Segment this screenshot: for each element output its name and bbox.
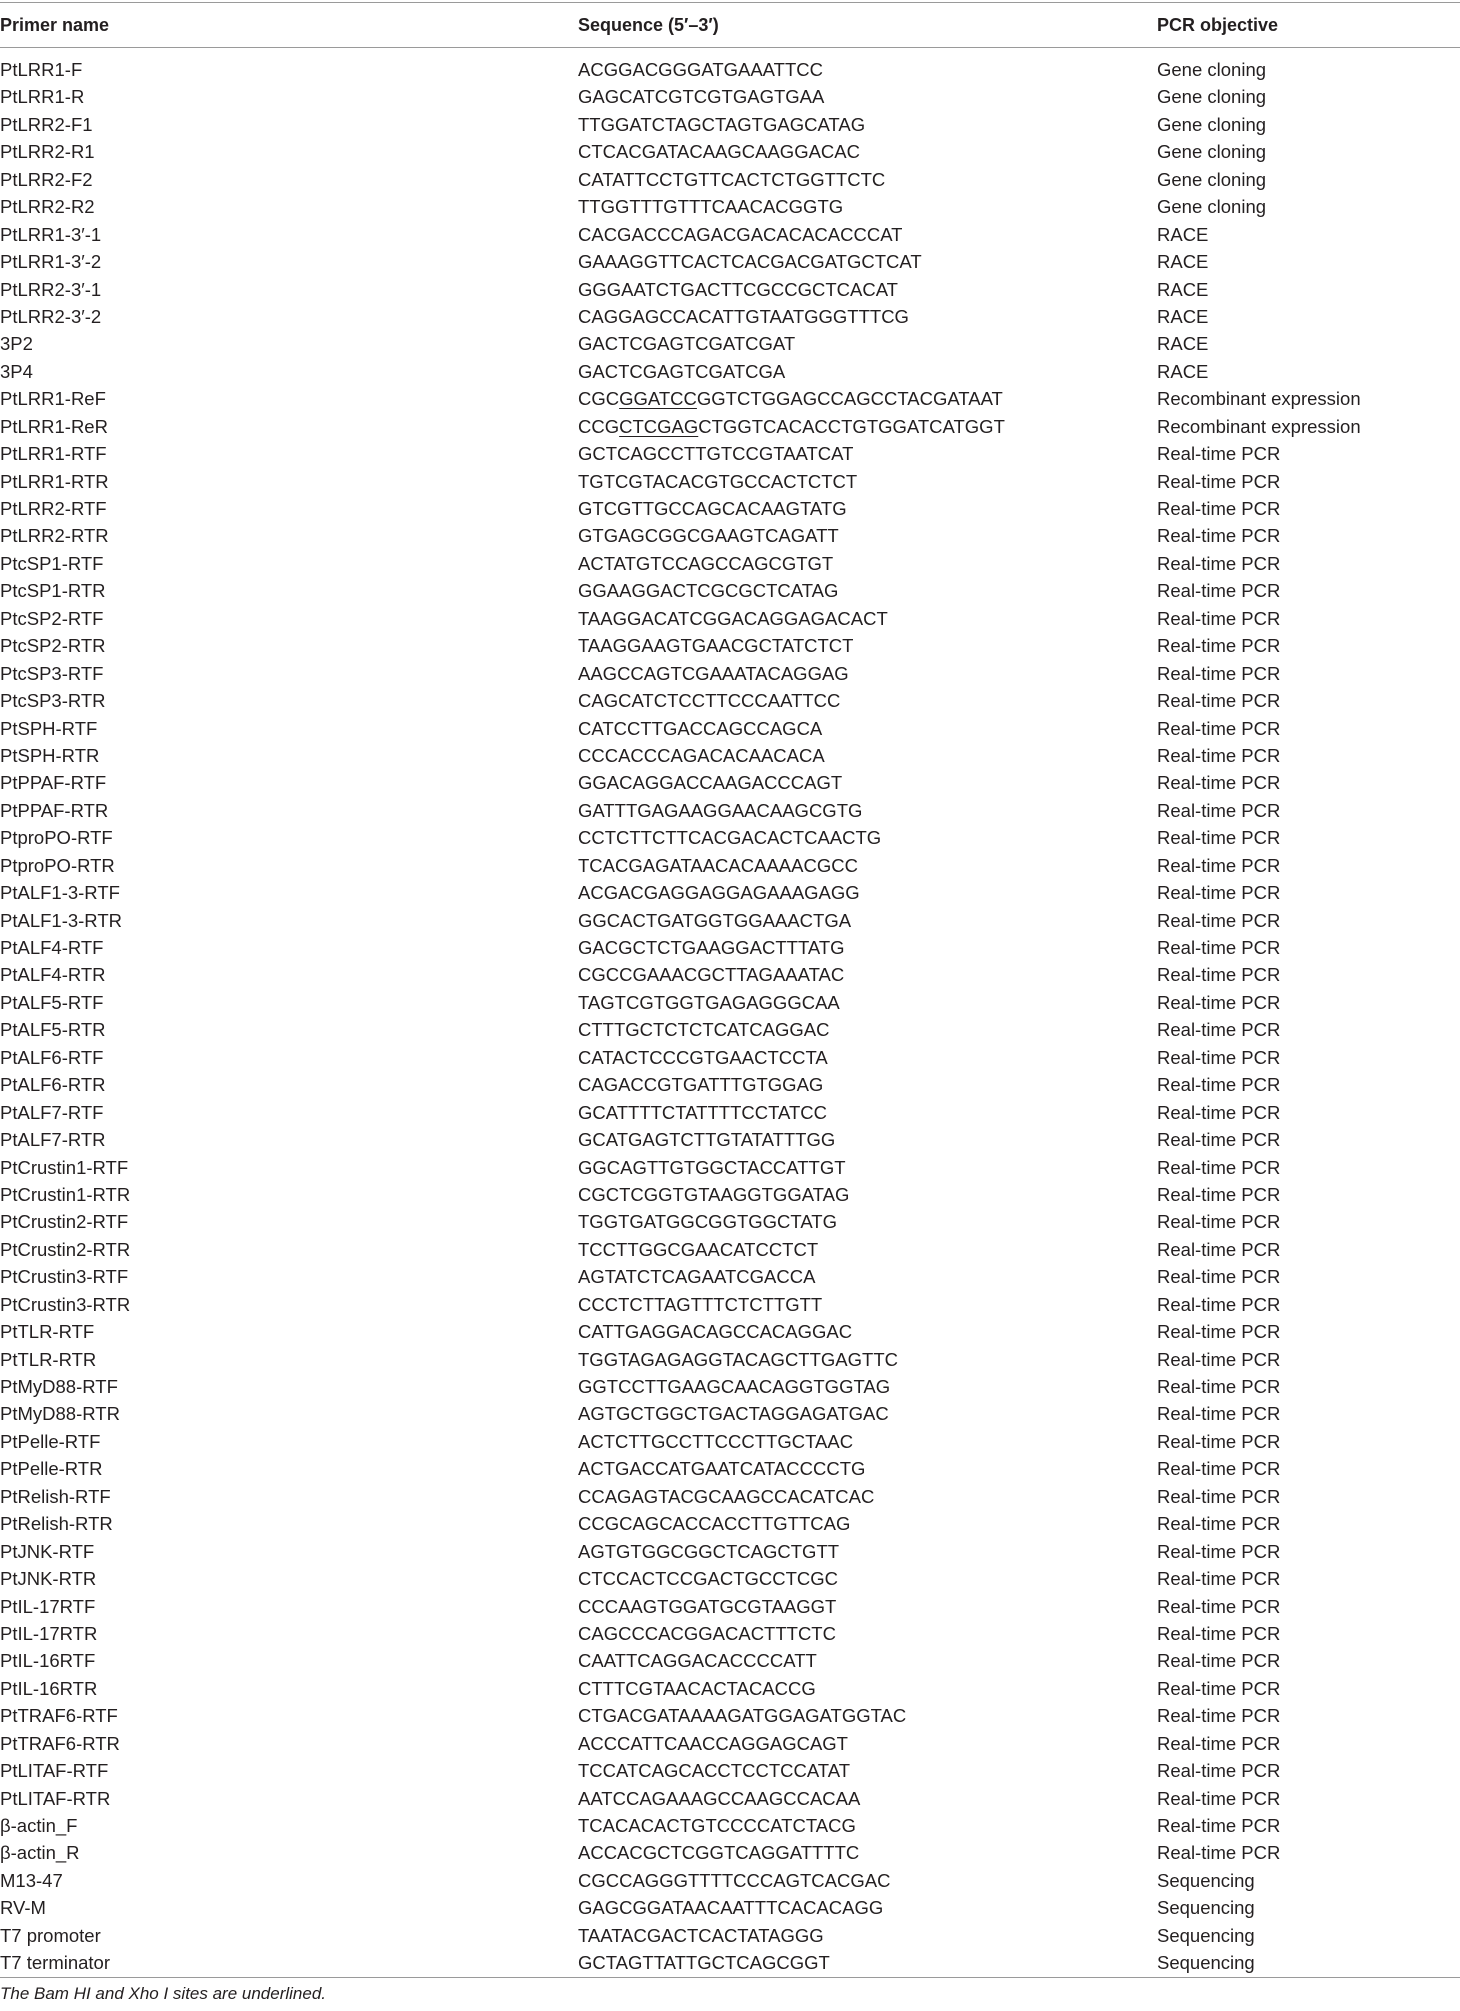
primer-name-cell: PtMyD88-RTF	[0, 1376, 118, 1397]
primer-name-cell: PtCrustin2-RTR	[0, 1238, 131, 1260]
sequence-cell: CAGGAGCCACATTGTAATGGGTTTCG	[578, 305, 909, 327]
table-row	[0, 56, 1460, 83]
primer-name-cell: PtALF6-RTF	[0, 1046, 104, 1068]
sequence-cell: GACTCGAGTCGATCGAT	[578, 333, 796, 355]
pcr-objective-cell: Real-time PCR	[1157, 717, 1281, 739]
pcr-objective-cell: Real-time PCR	[1157, 1622, 1281, 1644]
table-row	[0, 852, 1460, 879]
table-row	[0, 1620, 1460, 1647]
pcr-objective-cell: RACE	[1157, 251, 1209, 273]
primer-name-cell: PtALF1-3-RTR	[0, 909, 122, 931]
table-row	[0, 1071, 1460, 1098]
primer-name-cell: PtRelish-RTF	[0, 1485, 111, 1507]
primer-name-cell: PtproPO-RTF	[0, 827, 113, 849]
table-row	[0, 605, 1460, 632]
primer-name-cell: PtALF7-RTF	[0, 1101, 104, 1123]
primer-name-cell: PtLRR2-3′-1	[0, 278, 102, 300]
sequence-cell: CATCCTTGACCAGCCAGCA	[578, 717, 823, 739]
primer-name-cell: PtIL-16RTF	[0, 1650, 96, 1672]
primer-name-cell: PtRelish-RTR	[0, 1513, 113, 1535]
pcr-objective-cell: Real-time PCR	[1157, 964, 1281, 986]
sequence-cell: CCCTCTTAGTTTCTCTTGTT	[578, 1293, 823, 1315]
primer-name-cell: PtcSP3-RTR	[0, 690, 106, 712]
sequence-cell: CGCCAGGGTTTTCCCAGTCACGAC	[578, 1869, 891, 1891]
sequence-cell: CTTTGCTCTCTCATCAGGAC	[578, 1019, 830, 1041]
pcr-objective-cell: Real-time PCR	[1157, 1458, 1281, 1480]
sequence-cell: GCTAGTTATTGCTCAGCGGT	[578, 1952, 830, 1974]
pcr-objective-cell: Gene cloning	[1157, 86, 1267, 108]
table-row	[0, 276, 1460, 303]
sequence-cell: CATACTCCCGTGAACTCCTA	[578, 1046, 828, 1068]
sequence-cell: GCATTTTCTATTTTCCTATCC	[578, 1101, 828, 1123]
table-row	[0, 797, 1460, 824]
primer-name-cell: PtLRR2-R2	[0, 196, 95, 218]
pcr-objective-cell: Real-time PCR	[1157, 1211, 1281, 1233]
pcr-objective-cell: Recombinant expression	[1157, 415, 1361, 437]
pcr-objective-cell: RACE	[1157, 223, 1209, 245]
sequence-cell: ACCCATTCAACCAGGAGCAGT	[578, 1732, 848, 1754]
pcr-objective-cell: Real-time PCR	[1157, 827, 1281, 849]
table-row	[0, 1812, 1460, 1839]
table-row	[0, 824, 1460, 851]
pcr-objective-cell: RACE	[1157, 305, 1209, 327]
sequence-cell: GCATGAGTCTTGTATATTTGG	[578, 1129, 836, 1151]
primer-name-cell: PtLRR1-ReF	[0, 388, 106, 410]
table-row	[0, 1785, 1460, 1812]
pcr-objective-cell: Real-time PCR	[1157, 909, 1281, 931]
sequence-cell: ACTGACCATGAATCATACCCCTG	[578, 1458, 866, 1480]
table-row	[0, 1839, 1460, 1866]
sequence-cell: ACCACGCTCGGTCAGGATTTTC	[578, 1842, 860, 1864]
pcr-objective-cell: Sequencing	[1157, 1952, 1255, 1974]
primer-name-cell: PtIL-17RTR	[0, 1622, 98, 1644]
sequence-cell: CGCGGATCCGGTCTGGAGCCAGCCTACGATAAT	[578, 388, 1003, 410]
pcr-objective-cell: Recombinant expression	[1157, 388, 1361, 410]
header-pcr-objective: PCR objective	[1157, 14, 1279, 35]
pcr-objective-cell: Real-time PCR	[1157, 1485, 1281, 1507]
pcr-objective-cell: Gene cloning	[1157, 141, 1267, 163]
primer-name-cell: β-actin_F	[0, 1815, 78, 1836]
restriction-site: CTCGAG	[619, 415, 699, 437]
table-row	[0, 1922, 1460, 1949]
sequence-cell: CATTGAGGACAGCCACAGGAC	[578, 1321, 853, 1343]
sequence-cell: CCAGAGTACGCAAGCCACATCAC	[578, 1485, 875, 1507]
primer-name-cell: PtTRAF6-RTR	[0, 1732, 120, 1754]
pcr-objective-cell: Real-time PCR	[1157, 443, 1281, 465]
table-row	[0, 1400, 1460, 1427]
pcr-objective-cell: Real-time PCR	[1157, 1430, 1281, 1452]
table-row	[0, 907, 1460, 934]
sequence-cell: GGGAATCTGACTTCGCCGCTCACAT	[578, 278, 898, 300]
table-row	[0, 358, 1460, 385]
table-row	[0, 1291, 1460, 1318]
pcr-objective-cell: Real-time PCR	[1157, 937, 1281, 958]
table-row	[0, 1373, 1460, 1400]
primer-name-cell: PtTLR-RTR	[0, 1348, 97, 1370]
sequence-cell: AGTGCTGGCTGACTAGGAGATGAC	[578, 1403, 889, 1425]
primer-name-cell: PtJNK-RTR	[0, 1568, 97, 1590]
sequence-cell: CTTTCGTAACACTACACCG	[578, 1677, 816, 1699]
pcr-objective-cell: Gene cloning	[1157, 168, 1267, 190]
pcr-objective-cell: Real-time PCR	[1157, 1650, 1281, 1672]
pcr-objective-cell: Real-time PCR	[1157, 1238, 1281, 1260]
primer-name-cell: 3P2	[0, 333, 33, 355]
pcr-objective-cell: Real-time PCR	[1157, 1046, 1281, 1068]
pcr-objective-cell: Real-time PCR	[1157, 552, 1281, 574]
sequence-cell: GATTTGAGAAGGAACAAGCGTG	[578, 799, 863, 821]
sequence-cell: CAATTCAGGACACCCCATT	[578, 1650, 817, 1672]
pcr-objective-cell: Real-time PCR	[1157, 1760, 1281, 1782]
primer-name-cell: PtcSP2-RTR	[0, 635, 106, 657]
pcr-objective-cell: Real-time PCR	[1157, 1513, 1281, 1535]
pcr-objective-cell: Gene cloning	[1157, 59, 1267, 80]
pcr-objective-cell: Real-time PCR	[1157, 1403, 1281, 1425]
pcr-objective-cell: Real-time PCR	[1157, 1074, 1281, 1096]
table-row	[0, 83, 1460, 110]
pcr-objective-cell: Real-time PCR	[1157, 1293, 1281, 1315]
sequence-cell: CAGCCCACGGACACTTTCTC	[578, 1622, 836, 1644]
primer-name-cell: PtSPH-RTF	[0, 717, 98, 739]
sequence-cell: TCCATCAGCACCTCCTCCATAT	[578, 1760, 850, 1782]
pcr-objective-cell: Real-time PCR	[1157, 1677, 1281, 1699]
table-row	[0, 303, 1460, 330]
sequence-cell: GAGCATCGTCGTGAGTGAA	[578, 86, 825, 108]
pcr-objective-cell: Real-time PCR	[1157, 662, 1281, 684]
table-row	[0, 550, 1460, 577]
sequence-cell: AAGCCAGTCGAAATACAGGAG	[578, 662, 849, 684]
sequence-cell: CATATTCCTGTTCACTCTGGTTCTC	[578, 168, 886, 190]
table-row	[0, 989, 1460, 1016]
primer-name-cell: PtJNK-RTF	[0, 1540, 95, 1562]
table-row	[0, 1510, 1460, 1537]
primer-name-cell: PtLRR1-3′-1	[0, 223, 102, 245]
pcr-objective-cell: Real-time PCR	[1157, 1348, 1281, 1370]
primer-name-cell: PtLRR2-RTR	[0, 525, 109, 547]
pcr-objective-cell: RACE	[1157, 333, 1209, 355]
primer-name-cell: β-actin_R	[0, 1842, 80, 1864]
table-row	[0, 1949, 1460, 1976]
pcr-objective-cell: Real-time PCR	[1157, 1101, 1281, 1123]
primer-name-cell: RV-M	[0, 1897, 46, 1919]
primer-name-cell: PtLRR1-F	[0, 59, 83, 80]
primer-name-cell: T7 promoter	[0, 1924, 101, 1946]
pcr-objective-cell: Real-time PCR	[1157, 1568, 1281, 1590]
primer-name-cell: PtLRR2-3′-2	[0, 305, 102, 327]
table-row	[0, 440, 1460, 467]
pcr-objective-cell: Sequencing	[1157, 1897, 1255, 1919]
sequence-cell: TGTCGTACACGTGCCACTCTCT	[578, 470, 858, 492]
table-row	[0, 1894, 1460, 1921]
pcr-objective-cell: Real-time PCR	[1157, 635, 1281, 657]
header-primer-name: Primer name	[0, 14, 110, 35]
primer-name-cell: PtLITAF-RTF	[0, 1760, 109, 1782]
table-body	[0, 48, 1460, 1977]
primer-name-cell: PtALF1-3-RTF	[0, 882, 120, 904]
pcr-objective-cell: Real-time PCR	[1157, 1019, 1281, 1041]
sequence-cell: AGTGTGGCGGCTCAGCTGTT	[578, 1540, 840, 1562]
sequence-cell: TTGGTTTGTTTCAACACGGTG	[578, 196, 844, 218]
table-row	[0, 248, 1460, 275]
table-row	[0, 1565, 1460, 1592]
sequence-cell: TAAGGACATCGGACAGGAGACACT	[578, 607, 888, 629]
sequence-cell: CTCCACTCCGACTGCCTCGC	[578, 1568, 839, 1590]
primer-name-cell: PtCrustin1-RTF	[0, 1156, 129, 1178]
primer-name-cell: PtLRR2-R1	[0, 141, 95, 163]
sequence-cell: ACGGACGGGATGAAATTCC	[578, 59, 823, 80]
primer-name-cell: PtMyD88-RTR	[0, 1403, 120, 1425]
header-sequence: Sequence (5′–3′)	[578, 14, 719, 35]
primer-name-cell: PtcSP3-RTF	[0, 662, 104, 684]
table-footnote: The Bam HI and Xho I sites are underlined.	[0, 1983, 327, 2003]
table-row	[0, 166, 1460, 193]
primer-name-cell: PtIL-17RTF	[0, 1595, 96, 1617]
primer-name-cell: PtproPO-RTR	[0, 854, 115, 876]
pcr-objective-cell: Real-time PCR	[1157, 1321, 1281, 1343]
table-row	[0, 1016, 1460, 1043]
table-row	[0, 715, 1460, 742]
sequence-cell: GGTCCTTGAAGCAACAGGTGGTAG	[578, 1376, 891, 1397]
pcr-objective-cell: Gene cloning	[1157, 196, 1267, 218]
table-row	[0, 1318, 1460, 1345]
table-row	[0, 1757, 1460, 1784]
table-row	[0, 385, 1460, 412]
table-row	[0, 1263, 1460, 1290]
primer-name-cell: PtcSP1-RTF	[0, 552, 104, 574]
pcr-objective-cell: Real-time PCR	[1157, 470, 1281, 492]
sequence-cell: GTCGTTGCCAGCACAAGTATG	[578, 498, 847, 519]
table-row	[0, 1538, 1460, 1565]
table-row	[0, 1455, 1460, 1482]
table-row	[0, 742, 1460, 769]
pcr-objective-cell: RACE	[1157, 360, 1209, 382]
table-row	[0, 1346, 1460, 1373]
sequence-cell: CCTCTTCTTCACGACACTCAACTG	[578, 827, 882, 849]
table-row	[0, 1647, 1460, 1674]
table-row	[0, 1702, 1460, 1729]
table-row	[0, 1867, 1460, 1894]
sequence-cell: GGAAGGACTCGCGCTCATAG	[578, 580, 839, 602]
sequence-cell: CAGACCGTGATTTGTGGAG	[578, 1074, 824, 1096]
pcr-objective-cell: Real-time PCR	[1157, 1815, 1281, 1836]
pcr-objective-cell: Real-time PCR	[1157, 1842, 1281, 1864]
primer-name-cell: PtIL-16RTR	[0, 1677, 98, 1699]
primer-name-cell: PtLRR1-RTR	[0, 470, 109, 492]
pcr-objective-cell: Real-time PCR	[1157, 1732, 1281, 1754]
sequence-cell: CGCCGAAACGCTTAGAAATAC	[578, 964, 845, 986]
sequence-cell: GCTCAGCCTTGTCCGTAATCAT	[578, 443, 854, 465]
table-row	[0, 879, 1460, 906]
pcr-objective-cell: Real-time PCR	[1157, 1266, 1281, 1288]
primer-name-cell: M13-47	[0, 1869, 63, 1891]
sequence-cell: AGTATCTCAGAATCGACCA	[578, 1266, 816, 1288]
table-row	[0, 1044, 1460, 1071]
primer-name-cell: PtLRR1-RTF	[0, 443, 107, 465]
primer-name-cell: PtcSP1-RTR	[0, 580, 106, 602]
primer-name-cell: PtTLR-RTF	[0, 1321, 95, 1343]
sequence-cell: ACTCTTGCCTTCCCTTGCTAAC	[578, 1430, 854, 1452]
restriction-site: GGATCC	[619, 388, 697, 410]
sequence-cell: CCCAAGTGGATGCGTAAGGT	[578, 1595, 837, 1617]
table-row	[0, 1593, 1460, 1620]
primer-name-cell: PtALF6-RTR	[0, 1074, 106, 1096]
primer-name-cell: PtPelle-RTR	[0, 1458, 103, 1480]
primer-name-cell: PtALF5-RTR	[0, 1019, 106, 1041]
primer-name-cell: 3P4	[0, 360, 33, 382]
pcr-objective-cell: Gene cloning	[1157, 113, 1267, 135]
primer-name-cell: PtLRR2-F2	[0, 168, 93, 190]
pcr-objective-cell: Real-time PCR	[1157, 882, 1281, 904]
sequence-cell: TTGGATCTAGCTAGTGAGCATAG	[578, 113, 866, 135]
pcr-objective-cell: Real-time PCR	[1157, 525, 1281, 547]
primer-name-cell: PtCrustin1-RTR	[0, 1183, 131, 1205]
table-row	[0, 413, 1460, 440]
sequence-cell: CGCTCGGTGTAAGGTGGATAG	[578, 1183, 850, 1205]
table-row	[0, 961, 1460, 988]
sequence-cell: TGGTAGAGAGGTACAGCTTGAGTTC	[578, 1348, 898, 1370]
table-row	[0, 1730, 1460, 1757]
sequence-cell: GGCACTGATGGTGGAAACTGA	[578, 909, 852, 931]
pcr-objective-cell: Real-time PCR	[1157, 854, 1281, 876]
table-row	[0, 111, 1460, 138]
sequence-cell: AATCCAGAAAGCCAAGCCACAA	[578, 1787, 861, 1809]
table-row	[0, 1099, 1460, 1126]
table-row	[0, 934, 1460, 961]
table-row	[0, 522, 1460, 549]
primer-name-cell: PtLRR2-RTF	[0, 498, 107, 519]
primer-name-cell: PtALF7-RTR	[0, 1129, 106, 1151]
pcr-objective-cell: Real-time PCR	[1157, 799, 1281, 821]
pcr-objective-cell: Real-time PCR	[1157, 1156, 1281, 1178]
sequence-cell: TGGTGATGGCGGTGGCTATG	[578, 1211, 837, 1233]
table-row	[0, 1181, 1460, 1208]
sequence-cell: CTCACGATACAAGCAAGGACAC	[578, 141, 860, 163]
pcr-objective-cell: Real-time PCR	[1157, 1183, 1281, 1205]
sequence-cell: CCCACCCAGACACAACACA	[578, 744, 825, 766]
table-row	[0, 1154, 1460, 1181]
sequence-cell: CTGACGATAAAAGATGGAGATGGTAC	[578, 1705, 907, 1727]
primer-name-cell: PtTRAF6-RTF	[0, 1705, 118, 1727]
pcr-objective-cell: RACE	[1157, 278, 1209, 300]
primer-name-cell: PtLITAF-RTR	[0, 1787, 111, 1809]
primer-name-cell: PtLRR2-F1	[0, 113, 93, 135]
sequence-cell: TAATACGACTCACTATAGGG	[578, 1924, 824, 1946]
primer-name-cell: PtSPH-RTR	[0, 744, 100, 766]
pcr-objective-cell: Real-time PCR	[1157, 744, 1281, 766]
primer-name-cell: PtLRR1-R	[0, 86, 85, 108]
sequence-cell: GAGCGGATAACAATTTCACACAGG	[578, 1897, 884, 1919]
table-row	[0, 1236, 1460, 1263]
sequence-cell: ACTATGTCCAGCCAGCGTGT	[578, 552, 834, 574]
primer-name-cell: PtPPAF-RTF	[0, 772, 107, 794]
sequence-cell: TCACGAGATAACACAAAACGCC	[578, 854, 858, 876]
table-row	[0, 221, 1460, 248]
table-row	[0, 1208, 1460, 1235]
table-row	[0, 577, 1460, 604]
table-row	[0, 193, 1460, 220]
primer-name-cell: PtALF4-RTR	[0, 964, 106, 986]
table-row	[0, 468, 1460, 495]
pcr-objective-cell: Real-time PCR	[1157, 607, 1281, 629]
primer-name-cell: PtLRR1-3′-2	[0, 251, 102, 273]
sequence-cell: TAGTCGTGGTGAGAGGGCAA	[578, 991, 840, 1013]
pcr-objective-cell: Real-time PCR	[1157, 772, 1281, 794]
table-row	[0, 330, 1460, 357]
pcr-objective-cell: Real-time PCR	[1157, 1540, 1281, 1562]
pcr-objective-cell: Real-time PCR	[1157, 580, 1281, 602]
pcr-objective-cell: Real-time PCR	[1157, 498, 1281, 519]
sequence-cell: CCGCAGCACCACCTTGTTCAG	[578, 1513, 851, 1535]
pcr-objective-cell: Sequencing	[1157, 1924, 1255, 1946]
primer-name-cell: PtPelle-RTF	[0, 1430, 101, 1452]
primer-name-cell: T7 terminator	[0, 1952, 111, 1974]
sequence-cell: CCGCTCGAGCTGGTCACACCTGTGGATCATGGT	[578, 415, 1005, 437]
primer-name-cell: PtCrustin3-RTF	[0, 1266, 129, 1288]
pcr-objective-cell: Real-time PCR	[1157, 1595, 1281, 1617]
table-row	[0, 769, 1460, 796]
pcr-objective-cell: Real-time PCR	[1157, 991, 1281, 1013]
table-row	[0, 660, 1460, 687]
primer-name-cell: PtCrustin2-RTF	[0, 1211, 129, 1233]
table-row	[0, 687, 1460, 714]
primer-name-cell: PtALF5-RTF	[0, 991, 104, 1013]
pcr-objective-cell: Real-time PCR	[1157, 1705, 1281, 1727]
table-row	[0, 495, 1460, 522]
sequence-cell: GTGAGCGGCGAAGTCAGATT	[578, 525, 839, 547]
pcr-objective-cell: Real-time PCR	[1157, 690, 1281, 712]
primer-name-cell: PtcSP2-RTF	[0, 607, 104, 629]
sequence-cell: GGACAGGACCAAGACCCAGT	[578, 772, 843, 794]
primer-name-cell: PtPPAF-RTR	[0, 799, 109, 821]
sequence-cell: CACGACCCAGACGACACACACCCAT	[578, 223, 903, 245]
table-row	[0, 1483, 1460, 1510]
pcr-objective-cell: Sequencing	[1157, 1869, 1255, 1891]
primer-name-cell: PtALF4-RTF	[0, 937, 104, 958]
primer-name-cell: PtCrustin3-RTR	[0, 1293, 131, 1315]
primer-table	[0, 2, 1460, 2004]
sequence-cell: GACTCGAGTCGATCGA	[578, 360, 786, 382]
sequence-cell: ACGACGAGGAGGAGAAAGAGG	[578, 882, 860, 904]
primer-name-cell: PtLRR1-ReR	[0, 415, 108, 437]
sequence-cell: GACGCTCTGAAGGACTTTATG	[578, 937, 845, 958]
table-row	[0, 1428, 1460, 1455]
table-row	[0, 138, 1460, 165]
pcr-objective-cell: Real-time PCR	[1157, 1129, 1281, 1151]
pcr-objective-cell: Real-time PCR	[1157, 1787, 1281, 1809]
sequence-cell: TAAGGAAGTGAACGCTATCTCT	[578, 635, 854, 657]
table-header	[0, 3, 1460, 48]
sequence-cell: TCACACACTGTCCCCATCTACG	[578, 1815, 856, 1836]
sequence-cell: TCCTTGGCGAACATCCTCT	[578, 1238, 819, 1260]
sequence-cell: GGCAGTTGTGGCTACCATTGT	[578, 1156, 846, 1178]
table-row	[0, 632, 1460, 659]
sequence-cell: CAGCATCTCCTTCCCAATTCC	[578, 690, 841, 712]
table-row	[0, 1675, 1460, 1702]
sequence-cell: GAAAGGTTCACTCACGACGATGCTCAT	[578, 251, 922, 273]
pcr-objective-cell: Real-time PCR	[1157, 1376, 1281, 1397]
table-row	[0, 1126, 1460, 1153]
